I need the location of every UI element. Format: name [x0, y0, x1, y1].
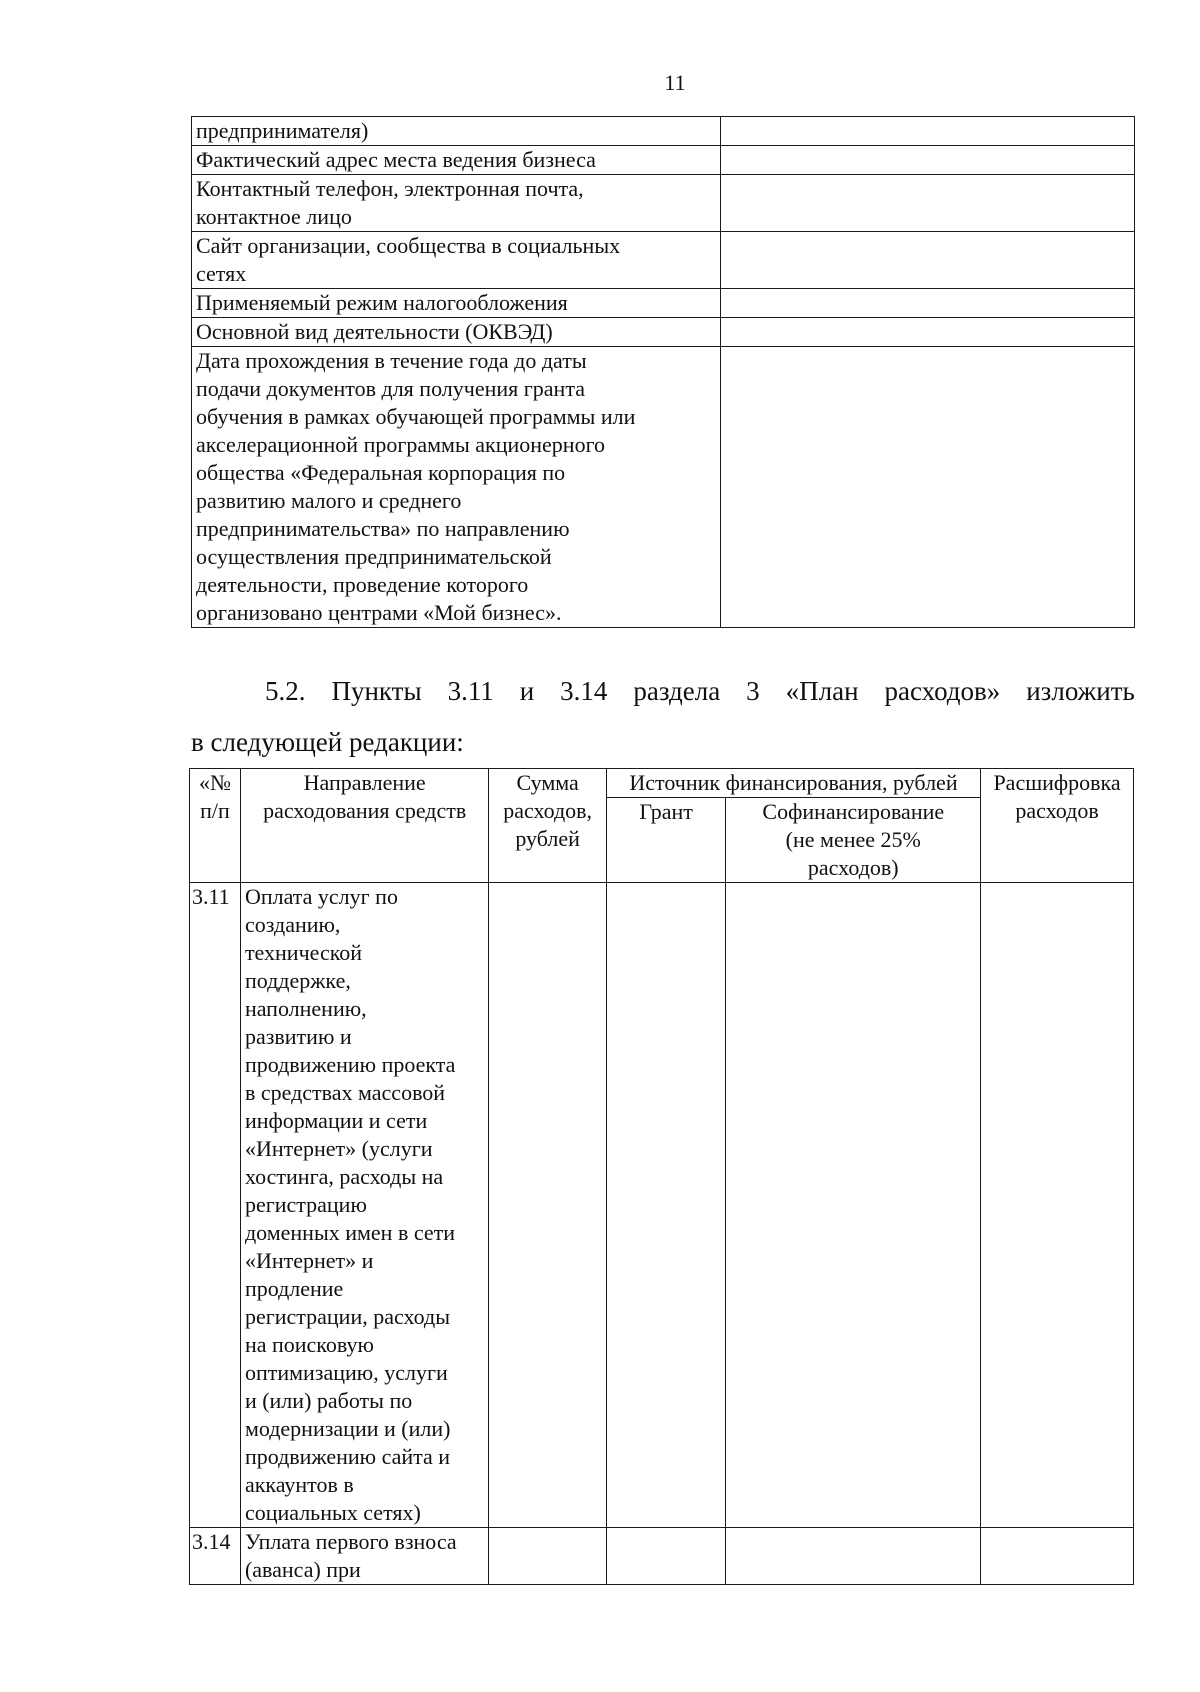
row-number: 3.11	[190, 883, 241, 1528]
page-number: 11	[664, 70, 686, 95]
header-grant: Грант	[606, 798, 726, 883]
row-label: Дата прохождения в течение года до даты подачи документов для получения гранта обучения в рамках обучающей программы или акселерационной программы акционерного общества «Федеральная корпорация по развитию малого и среднего предпринимательства» по направлению осуществления предпринимательской деятельности, проведение которого организовано центрами «Мой бизнес».	[192, 347, 721, 628]
row-sum	[489, 1528, 606, 1585]
table-row	[190, 1528, 1134, 1585]
table-row	[192, 232, 1135, 289]
amendment-paragraph-line-2: в следующей редакции:	[191, 727, 464, 757]
table-row	[192, 289, 1135, 318]
row-value	[721, 289, 1135, 318]
row-label: предпринимателя)	[192, 117, 721, 146]
row-grant	[606, 883, 726, 1528]
table-row	[192, 318, 1135, 347]
table-row	[192, 146, 1135, 175]
row-value	[721, 232, 1135, 289]
row-value	[721, 175, 1135, 232]
table-header-row	[190, 769, 1134, 798]
row-value	[721, 347, 1135, 628]
header-num: «№ п/п	[190, 769, 241, 883]
row-label: Основной вид деятельности (ОКВЭД)	[192, 318, 721, 347]
row-value	[721, 318, 1135, 347]
header-sum: Сумма расходов, рублей	[489, 769, 606, 883]
row-direction: Оплата услуг по созданию, технической поддержке, наполнению, развитию и продвижению проекта в средствах массовой информации и сети «Интернет» (услуги хостинга, расходы на регистрацию доменных имен в сети «Интернет» и продление регистрации, расходы на поисковую оптимизацию, услуги и (или) работы по модернизации и (или) продвижению сайта и аккаунтов в социальных сетях)	[240, 883, 488, 1528]
row-grant	[606, 1528, 726, 1585]
row-cofinancing	[726, 1528, 981, 1585]
expense-plan-table	[189, 768, 1134, 1585]
header-decoding: Расшифровка расходов	[981, 769, 1134, 883]
row-label: Контактный телефон, электронная почта, контактное лицо	[192, 175, 721, 232]
row-sum	[489, 883, 606, 1528]
amendment-paragraph-line-1: 5.2. Пункты 3.11 и 3.14 раздела 3 «План расходов» изложить	[265, 676, 1135, 706]
table-row	[192, 117, 1135, 146]
row-decoding	[981, 883, 1134, 1528]
row-number: 3.14	[190, 1528, 241, 1585]
applicant-info-table	[191, 116, 1135, 628]
row-label: Применяемый режим налогообложения	[192, 289, 721, 318]
row-value	[721, 117, 1135, 146]
row-label: Сайт организации, сообщества в социальных сетях	[192, 232, 721, 289]
table-row	[192, 175, 1135, 232]
header-cofinancing: Софинансирование (не менее 25% расходов)	[726, 798, 981, 883]
row-cofinancing	[726, 883, 981, 1528]
table-row	[192, 347, 1135, 628]
row-decoding	[981, 1528, 1134, 1585]
header-direction: Направление расходования средств	[240, 769, 488, 883]
row-direction: Уплата первого взноса (аванса) при	[240, 1528, 488, 1585]
table-row	[190, 883, 1134, 1528]
row-label: Фактический адрес места ведения бизнеса	[192, 146, 721, 175]
header-funding-source: Источник финансирования, рублей	[606, 769, 980, 798]
row-value	[721, 146, 1135, 175]
